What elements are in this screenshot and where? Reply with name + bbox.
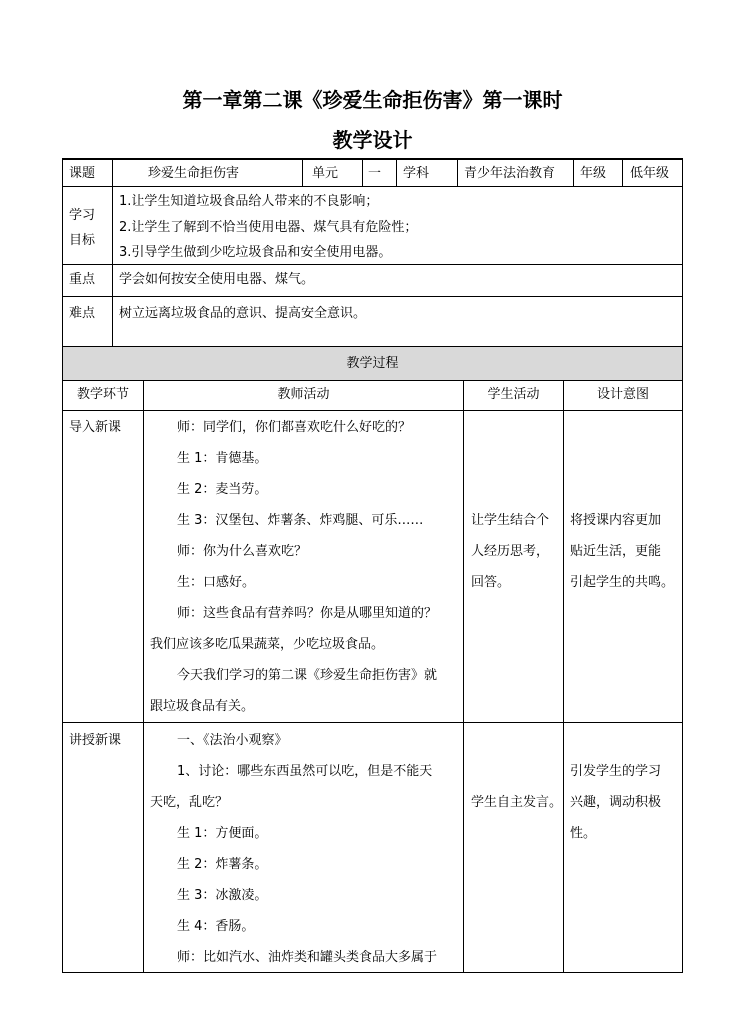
teacher-line: 我们应该多吃瓜果蔬菜，少吃垃圾食品。: [150, 637, 385, 652]
header-teacher: 教师活动: [277, 387, 330, 402]
student-line: 人经历思考，: [471, 544, 550, 559]
unit-value: 一: [368, 166, 382, 181]
grade-value: 低年级: [630, 166, 670, 181]
unit-label: 单元: [312, 166, 339, 181]
grade-label: 年级: [580, 166, 607, 181]
objectives-label-1: 学习: [69, 208, 96, 223]
subject-label: 学科: [403, 166, 430, 181]
teacher-line: 一、《法治小观察》: [177, 733, 288, 748]
document-subtitle: 教学设计: [332, 128, 413, 152]
objectives-label-2: 目标: [69, 233, 96, 248]
difficulty-label: 难点: [69, 306, 96, 321]
header-student: 学生活动: [487, 387, 540, 402]
header-intent: 设计意图: [596, 387, 649, 402]
intent-line: 引发学生的学习: [570, 764, 662, 779]
difficulty-value: 树立远离垃圾食品的意识、提高安全意识。: [119, 306, 367, 321]
teacher-line: 生：口感好。: [177, 575, 256, 590]
intent-line: 兴趣，调动积极: [570, 795, 662, 810]
objective-item: 1.让学生知道垃圾食品给人带来的不良影响；: [119, 194, 379, 209]
teacher-line: 师：这些食品有营养吗？你是从哪里知道的？: [177, 606, 438, 621]
key-point-value: 学会如何按安全使用电器、煤气。: [119, 272, 315, 287]
teacher-line: 师：你为什么喜欢吃？: [177, 544, 308, 559]
teacher-line: 今天我们学习的第二课《珍爱生命拒伤害》就: [177, 668, 438, 683]
intent-line: 性。: [570, 826, 597, 841]
stage-cell: 讲授新课: [69, 733, 122, 748]
header-stage: 教学环节: [76, 387, 129, 402]
teacher-line: 生 4：香肠。: [177, 919, 255, 934]
teacher-line: 生 1：肯德基。: [177, 451, 268, 466]
teacher-line: 师：比如汽水、油炸类和罐头类食品大多属于: [177, 950, 438, 965]
student-line: 学生自主发言。: [471, 795, 563, 810]
teacher-line: 天吃，乱吃？: [150, 795, 229, 810]
objective-item: 3.引导学生做到少吃垃圾食品和安全使用电器。: [119, 245, 392, 260]
teacher-line: 1、讨论：哪些东西虽然可以吃，但是不能天: [177, 764, 433, 779]
intent-line: 引起学生的共鸣。: [570, 575, 675, 590]
teacher-line: 生 1：方便面。: [177, 826, 268, 841]
teacher-line: 生 3：汉堡包、炸薯条、炸鸡腿、可乐……: [177, 513, 424, 528]
subject-value: 青少年法治教育: [464, 166, 556, 181]
student-line: 让学生结合个: [471, 513, 550, 528]
teacher-line: 生 2：炸薯条。: [177, 857, 268, 872]
student-line: 回答。: [471, 575, 511, 590]
stage-cell: 导入新课: [69, 420, 122, 435]
topic-value: 珍爱生命拒伤害: [148, 166, 240, 181]
key-point-label: 重点: [69, 272, 96, 287]
teacher-line: 生 2：麦当劳。: [177, 482, 268, 497]
intent-line: 贴近生活，更能: [570, 544, 662, 559]
topic-label: 课题: [69, 166, 96, 181]
objective-item: 2.让学生了解到不恰当使用电器、煤气具有危险性；: [119, 220, 418, 235]
teacher-line: 跟垃圾食品有关。: [150, 699, 255, 714]
document-title: 第一章第二课《珍爱生命拒伤害》第一课时: [182, 88, 563, 112]
teacher-line: 师：同学们，你们都喜欢吃什么好吃的？: [177, 420, 412, 435]
intent-line: 将授课内容更加: [570, 513, 662, 528]
teacher-line: 生 3：冰激凌。: [177, 888, 268, 903]
process-section-title: 教学过程: [346, 356, 399, 371]
